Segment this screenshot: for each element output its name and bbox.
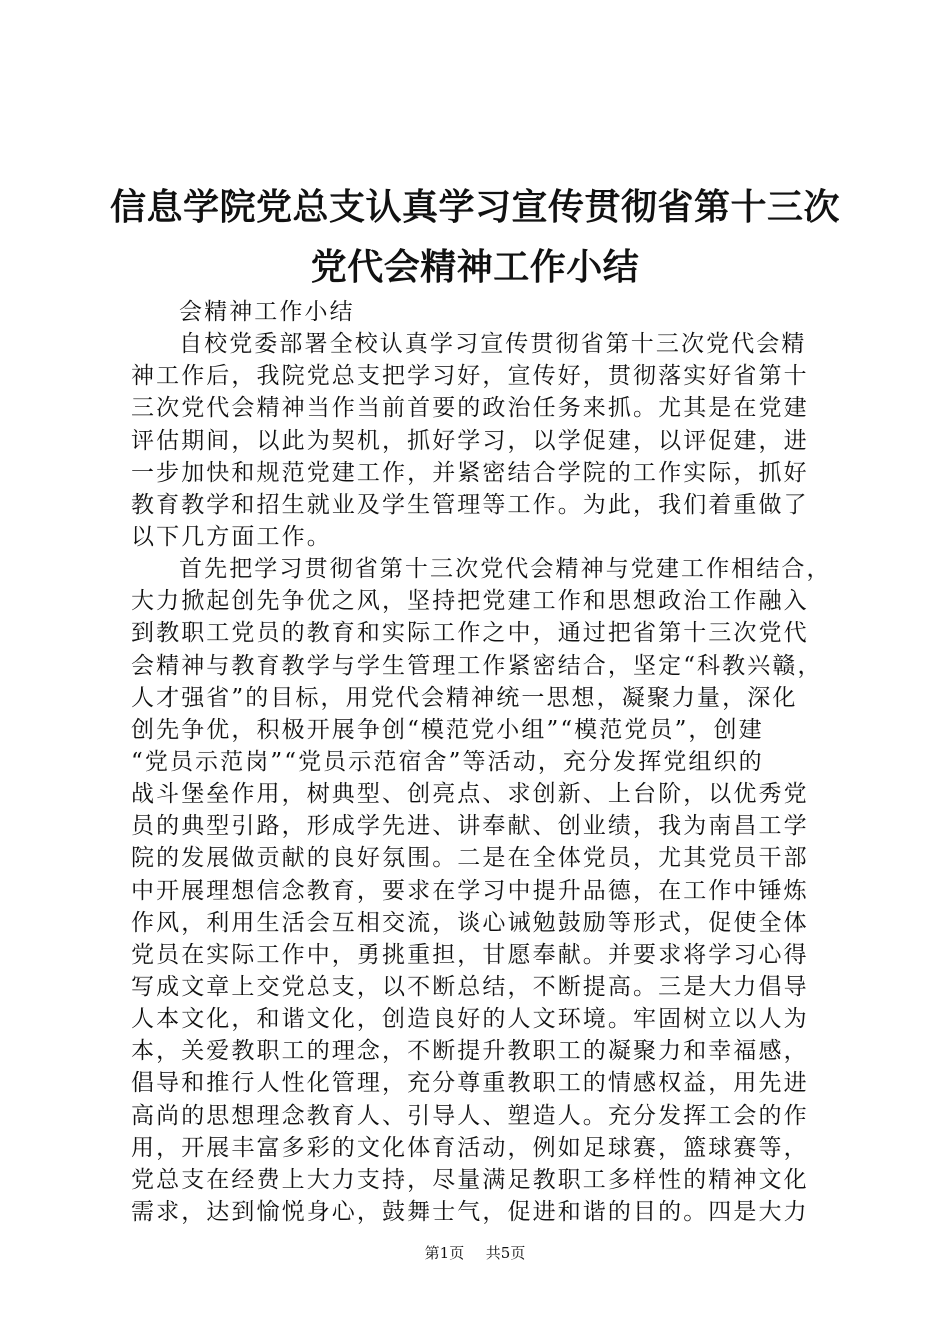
body-line: 需求，达到愉悦身心，鼓舞士气，促进和谐的目的。四是大力 <box>131 1198 809 1225</box>
body-line: 神工作后，我院党总支把学习好，宣传好，贯彻落实好省第十 <box>131 363 809 390</box>
body-line: 评估期间，以此为契机，抓好学习，以学促建，以评促建，进 <box>131 427 809 454</box>
body-line: 三次党代会精神当作当前首要的政治任务来抓。尤其是在党建 <box>131 395 809 422</box>
page-number-total: 共5页 <box>485 1244 526 1262</box>
body-line: “党员示范岗”“党员示范宿舍”等活动，充分发挥党组织的 <box>131 748 764 775</box>
body-line: 本，关爱教职工的理念，不断提升教职工的凝聚力和幸福感， <box>131 1038 809 1065</box>
body-line: 员的典型引路，形成学先进、讲奉献、创业绩，我为南昌工学 <box>131 813 809 840</box>
body-line: 高尚的思想理念教育人、引导人、塑造人。充分发挥工会的作 <box>131 1102 809 1129</box>
body-line: 会精神与教育教学与学生管理工作紧密结合，坚定“科教兴赣， <box>131 652 823 679</box>
body-line: 战斗堡垒作用，树典型、创亮点、求创新、上台阶，以优秀党 <box>131 781 809 808</box>
body-line: 会精神工作小结 <box>179 299 355 325</box>
page-number-current: 第1页 <box>424 1244 465 1262</box>
body-line: 中开展理想信念教育，要求在学习中提升品德，在工作中锤炼 <box>131 877 809 904</box>
body-line: 作风，利用生活会互相交流，谈心诫勉鼓励等形式，促使全体 <box>131 909 809 936</box>
body-line: 写成文章上交党总支，以不断总结，不断提高。三是大力倡导 <box>131 973 809 1000</box>
body-line: 党员在实际工作中，勇挑重担，甘愿奉献。并要求将学习心得 <box>131 941 809 968</box>
body-line: 倡导和推行人性化管理，充分尊重教职工的情感权益，用先进 <box>131 1070 809 1097</box>
body-line: 党总支在经费上大力支持，尽量满足教职工多样性的精神文化 <box>131 1166 809 1193</box>
document-body <box>131 296 831 1228</box>
document-title-line-2: 党代会精神工作小结 <box>310 247 640 288</box>
body-line: 创先争优，积极开展争创“模范党小组”“模范党员”，创建 <box>131 716 764 743</box>
body-line: 用，开展丰富多彩的文化体育活动，例如足球赛，篮球赛等， <box>131 1134 809 1161</box>
body-line: 人本文化，和谐文化，创造良好的人文环境。牢固树立以人为 <box>131 1006 809 1033</box>
body-line: 到教职工党员的教育和实际工作之中，通过把省第十三次党代 <box>131 620 809 647</box>
body-line: 自校党委部署全校认真学习宣传贯彻省第十三次党代会精 <box>179 331 807 358</box>
body-line: 大力掀起创先争优之风，坚持把党建工作和思想政治工作融入 <box>131 588 809 615</box>
body-line: 首先把学习贯彻省第十三次党代会精神与党建工作相结合， <box>179 556 832 583</box>
page-footer <box>0 1243 950 1263</box>
body-line: 人才强省”的目标，用党代会精神统一思想，凝聚力量，深化 <box>131 684 798 711</box>
document-title-line-1: 信息学院党总支认真学习宣传贯彻省第十三次 <box>109 187 840 228</box>
body-line: 院的发展做贡献的良好氛围。二是在全体党员，尤其党员干部 <box>131 845 809 872</box>
body-line: 一步加快和规范党建工作，并紧密结合学院的工作实际，抓好 <box>131 459 809 486</box>
body-line: 教育教学和招生就业及学生管理等工作。为此，我们着重做了 <box>131 491 809 518</box>
body-line: 以下几方面工作。 <box>131 523 332 550</box>
